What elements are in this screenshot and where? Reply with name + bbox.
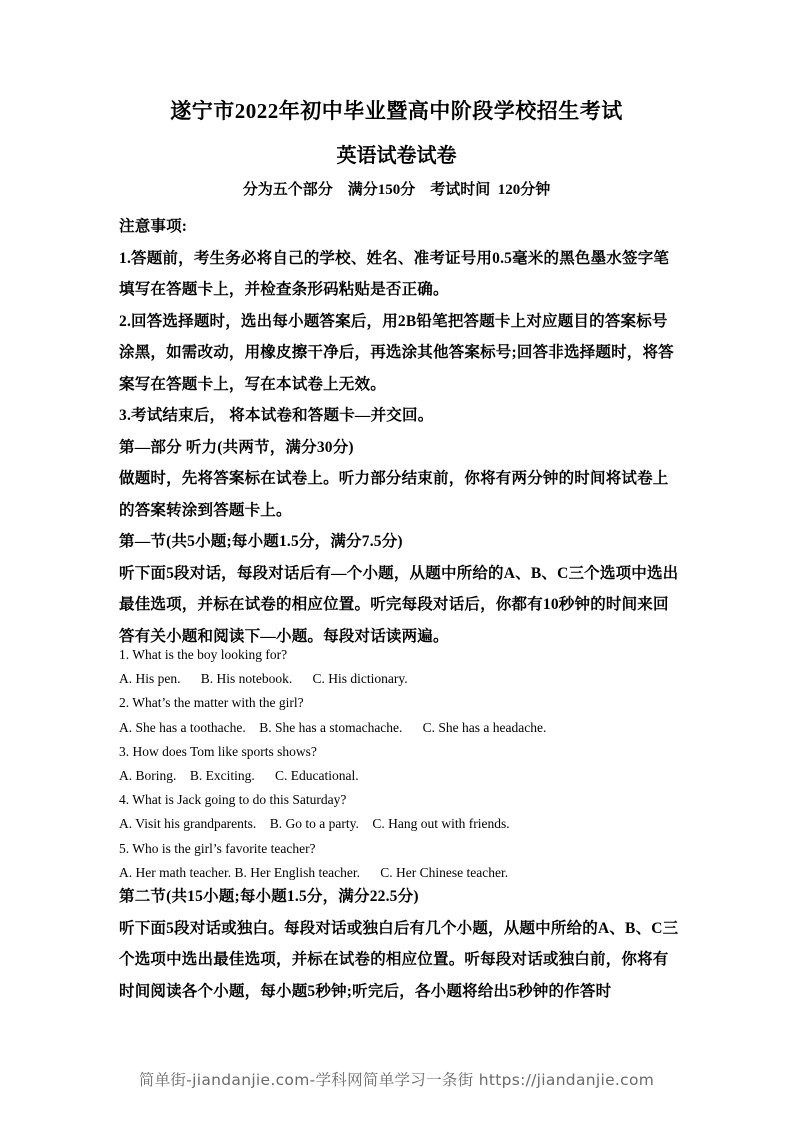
section2 xyxy=(119,881,679,1007)
exam-title: 遂宁市2022年初中毕业暨高中阶段学校招生考试 xyxy=(170,99,623,123)
question-5: 5. Who is the girl’s favorite teacher? xyxy=(119,840,316,856)
section2-heading: 第二节(共15小题;每小题1.5分，满分22.5分) xyxy=(119,888,419,905)
question-3-options: A. Boring. B. Exciting. C. Educational. xyxy=(119,768,359,784)
section1-instruction: 听下面5段对话，每段对话后有—个小题，从题中所给的A、B、C三个选项中选出最佳选项，并标在试卷的相应位置。听完每段对话后，你都有10秒钟的时间来回答有关小题和阅读下—小题。每段对话读两遍。 xyxy=(119,564,679,645)
section1-heading: 第—节(共5小题;每小题1.5分，满分7.5分) xyxy=(119,533,403,550)
part1-heading: 第—部分 听力(共两节，满分30分) xyxy=(119,438,354,456)
question-4-options: A. Visit his grandparents. B. Go to a party. C. Hang out with friends. xyxy=(119,816,510,832)
question-list xyxy=(119,643,679,885)
note-item-2: 2.回答选择题时，选出每小题答案后，用2B铅笔把答题卡上对应题目的答案标号涂黑，如需改动，用橡皮擦干净后，再选涂其他答案标号;回答非选择题时，将答案写在答题卡上，写在本试卷上无效。 xyxy=(119,312,674,393)
notes-section xyxy=(119,211,679,652)
question-2-options: A. She has a toothache. B. She has a stomachache. C. She has a headache. xyxy=(119,719,547,735)
exam-info: 分为五个部分 满分150分 考试时间 120分钟 xyxy=(242,182,551,198)
question-2: 2. What’s the matter with the girl? xyxy=(119,695,304,711)
question-1-options: A. His pen. B. His notebook. C. His dictionary. xyxy=(119,671,408,687)
question-5-options: A. Her math teacher. B. Her English teacher. C. Her Chinese teacher. xyxy=(119,864,509,880)
question-3: 3. How does Tom like sports shows? xyxy=(119,743,317,759)
notes-heading: 注意事项: xyxy=(119,218,188,235)
note-item-3: 3.考试结束后， 将本试卷和答题卡—并交回。 xyxy=(119,407,434,424)
question-4: 4. What is Jack going to do this Saturday? xyxy=(119,792,347,808)
exam-subtitle: 英语试卷试卷 xyxy=(336,145,457,167)
note-item-1: 1.答题前，考生务必将自己的学校、姓名、准考证号用0.5毫米的黑色墨水签字笔填写在答题卡上，并检查条形码粘贴是否正确。 xyxy=(119,249,670,298)
section2-instruction: 听下面5段对话或独白。每段对话或独白后有几个小题，从题中所给的A、B、C三个选项中选出最佳选项，并标在试卷的相应位置。听每段对话或独白前，你将有时间阅读各个小题，每小题5秒钟;听完后，各小题将给出5秒钟的作答时 xyxy=(119,919,679,1000)
question-1: 1. What is the boy looking for? xyxy=(119,647,288,662)
page-footer: 简单街-jiandanjie.com-学科网简单学习一条街 https://jiandanjie.com xyxy=(138,1071,655,1089)
part1-instruction: 做题时，先将答案标在试卷上。听力部分结束前，你将有两分钟的时间将试卷上的答案转涂到答题卡上。 xyxy=(119,470,669,519)
